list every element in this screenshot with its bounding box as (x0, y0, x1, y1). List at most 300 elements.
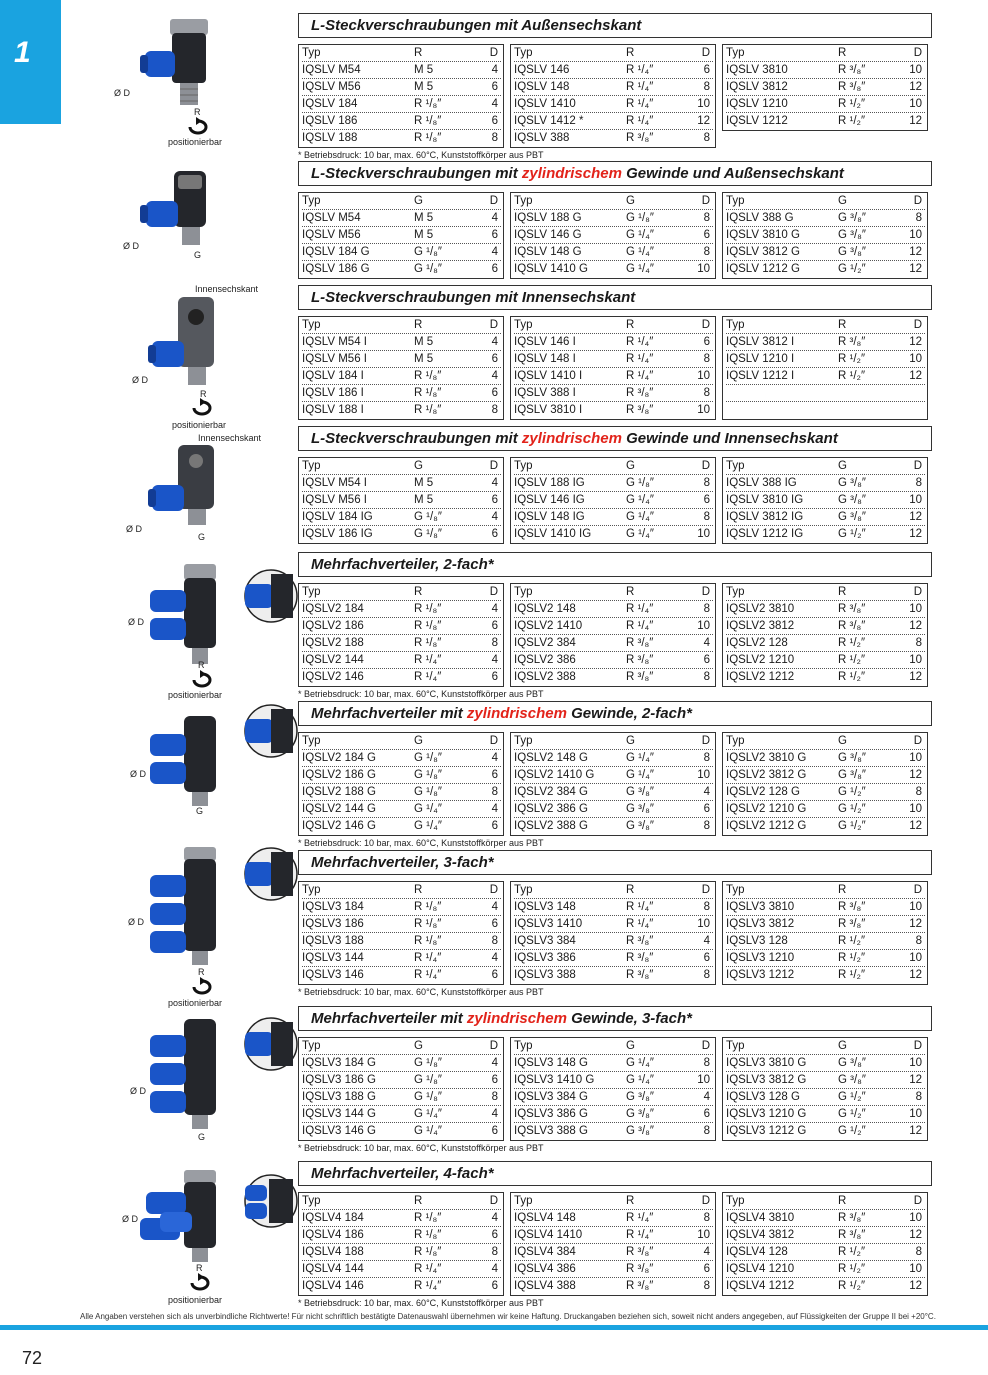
table-cell: 8 (703, 132, 710, 144)
table-cell: 10 (909, 494, 922, 506)
table-cell: 10 (909, 64, 922, 76)
section-note: * Betriebsdruck: 10 bar, max. 60°C, Kunststoffkörper aus PBT (298, 1298, 544, 1308)
table-row (302, 62, 501, 79)
table-cell: 4 (491, 752, 498, 764)
table-cell: 6 (703, 1263, 710, 1275)
table-cell: IQSLV 1410 (514, 98, 576, 110)
table-cell: IQSLV 184 I (302, 370, 364, 382)
table-cell: IQSLV2 146 G (302, 820, 376, 832)
table-cell: IQSLV2 386 (514, 654, 576, 666)
table-cell: G ³/₈″ (626, 1125, 655, 1137)
table-cell: 12 (909, 528, 922, 540)
table-cell: R ¹/₈″ (414, 98, 442, 110)
table-cell: IQSLV4 3810 (726, 1212, 795, 1224)
table-cell: G ¹/₄″ (626, 511, 654, 523)
section-3 (298, 285, 932, 416)
table-cell: 4 (703, 786, 710, 798)
section-note: * Betriebsdruck: 10 bar, max. 60°C, Kunststoffkörper aus PBT (298, 838, 544, 848)
table-cell: 4 (491, 336, 498, 348)
table-cell: IQSLV4 184 (302, 1212, 364, 1224)
table-cell: IQSLV3 1210 G (726, 1108, 807, 1120)
table-cell: G ³/₈″ (626, 820, 655, 832)
table-cell: IQSLV2 1210 G (726, 803, 807, 815)
product-table (722, 1037, 928, 1141)
product-table (722, 457, 928, 544)
table-cell: D (489, 586, 498, 598)
rotate-icon (186, 117, 210, 137)
table-cell: IQSLV2 128 G (726, 786, 800, 798)
table-cell: 10 (909, 952, 922, 964)
table-cell: R ¹/₂″ (838, 654, 866, 666)
detail-circle-image (243, 1173, 299, 1229)
table-cell: 4 (491, 212, 498, 224)
table-cell: 8 (915, 212, 922, 224)
table-cell: IQSLV 1410 IG (514, 528, 592, 540)
table-cell: IQSLV3 386 (514, 952, 576, 964)
title-text: Gewinde, 3-fach* (566, 1010, 692, 1027)
table-row (514, 899, 713, 916)
product-table (722, 732, 928, 836)
table-cell: R ¹/₂″ (838, 353, 866, 365)
table-cell: D (701, 1040, 710, 1052)
table-cell: 8 (491, 786, 498, 798)
table-header (726, 317, 925, 334)
table-cell: 6 (491, 1125, 498, 1137)
table-cell: G ¹/₄″ (414, 1125, 442, 1137)
table-cell: IQSLV2 384 (514, 637, 576, 649)
table-row (302, 801, 501, 818)
table-row (302, 618, 501, 635)
table-row (726, 96, 925, 113)
table-cell: Typ (514, 884, 533, 896)
manifold-3-image (148, 845, 228, 970)
table-cell: G ³/₈″ (626, 1091, 655, 1103)
table-row (302, 1278, 501, 1294)
table-cell: IQSLV3 128 G (726, 1091, 800, 1103)
table-header (514, 458, 713, 475)
table-cell: IQSLV M56 (302, 229, 361, 241)
table-cell: R ³/₈″ (838, 81, 866, 93)
table-cell: IQSLV 1412 * (514, 115, 584, 127)
table-cell: IQSLV3 128 (726, 935, 788, 947)
table-cell: R ¹/₈″ (414, 115, 442, 127)
table-cell: 10 (909, 752, 922, 764)
table-cell: G (838, 735, 847, 747)
table-row (302, 1123, 501, 1139)
table-cell: IQSLV3 186 G (302, 1074, 376, 1086)
title-text: Mehrfachverteiler, 4-fach* (311, 1165, 494, 1182)
table-row (514, 526, 713, 542)
table-cell: IQSLV4 128 (726, 1246, 788, 1258)
title-text: Mehrfachverteiler, 2-fach* (311, 556, 494, 573)
table-cell: D (913, 1195, 922, 1207)
section-note: * Betriebsdruck: 10 bar, max. 60°C, Kunststoffkörper aus PBT (298, 150, 544, 160)
section-title (298, 1161, 932, 1186)
label-positionierbar-9: positionierbar (168, 1295, 223, 1305)
manifold-3-cyl-image (148, 1015, 228, 1135)
table-cell: 8 (703, 246, 710, 258)
detail-circle-image (243, 1016, 299, 1072)
table-cell: 6 (491, 769, 498, 781)
table-cell: R ³/₈″ (626, 671, 654, 683)
table-cell: R ¹/₄″ (414, 671, 442, 683)
table-header (726, 733, 925, 750)
table-cell: R ¹/₈″ (414, 132, 442, 144)
table-cell: G ³/₈″ (838, 212, 867, 224)
table-cell: 12 (909, 1125, 922, 1137)
table-cell: IQSLV 1212 IG (726, 528, 804, 540)
table-row (726, 475, 925, 492)
table-cell: IQSLV 146 IG (514, 494, 585, 506)
table-cell: 6 (491, 1280, 498, 1292)
table-row (302, 79, 501, 96)
product-table (298, 316, 504, 420)
table-cell: 6 (703, 64, 710, 76)
table-cell: R ¹/₂″ (838, 952, 866, 964)
table-cell: IQSLV3 146 (302, 969, 364, 981)
table-cell: IQSLV 146 (514, 64, 570, 76)
table-cell: IQSLV 1212 I (726, 370, 795, 382)
table-cell: R ³/₈″ (626, 1280, 654, 1292)
table-cell: IQSLV 184 G (302, 246, 370, 258)
table-row (726, 62, 925, 79)
table-cell: R ¹/₄″ (626, 370, 654, 382)
product-table (298, 1192, 504, 1296)
table-cell: IQSLV3 1212 (726, 969, 795, 981)
table-cell: G ³/₈″ (626, 1108, 655, 1120)
table-cell: G (626, 1040, 635, 1052)
table-row (514, 669, 713, 685)
table-cell: IQSLV 186 IG (302, 528, 373, 540)
table-cell: IQSLV 148 G (514, 246, 582, 258)
table-header (302, 458, 501, 475)
table-cell: G (414, 735, 423, 747)
label-d-7: Ø D (128, 917, 145, 927)
table-row (514, 652, 713, 669)
table-cell: G ¹/₂″ (838, 803, 866, 815)
table-row (514, 368, 713, 385)
table-cell: R ³/₈″ (626, 935, 654, 947)
table-row (726, 1210, 925, 1227)
table-cell: M 5 (414, 64, 434, 76)
label-innensechskant-4: Innensechskant (198, 433, 262, 443)
table-cell: IQSLV 3812 G (726, 246, 800, 258)
table-cell: IQSLV3 184 (302, 901, 364, 913)
table-row (302, 1261, 501, 1278)
table-cell: R ¹/₈″ (414, 935, 442, 947)
title-highlight: zylindrischem (466, 1010, 567, 1027)
table-cell: IQSLV2 1212 G (726, 820, 807, 832)
table-cell: 10 (697, 263, 710, 275)
table-cell: 8 (703, 353, 710, 365)
table-cell: G ³/₈″ (626, 803, 655, 815)
table-row (514, 210, 713, 227)
table-cell: 4 (491, 803, 498, 815)
table-cell: 8 (491, 132, 498, 144)
table-row (302, 601, 501, 618)
table-cell: R ³/₈″ (626, 969, 654, 981)
label-positionierbar-7: positionierbar (168, 998, 223, 1008)
product-table (722, 316, 928, 420)
table-cell: 6 (491, 115, 498, 127)
table-cell: IQSLV 186 I (302, 387, 364, 399)
table-cell: R ³/₈″ (626, 1263, 654, 1275)
table-cell: IQSLV3 388 (514, 969, 576, 981)
table-row (726, 113, 925, 129)
table-cell: R ¹/₄″ (626, 64, 654, 76)
table-cell: G ³/₈″ (838, 477, 867, 489)
table-cell: 8 (703, 671, 710, 683)
detail-circle-image (243, 703, 299, 759)
table-cell: IQSLV4 188 (302, 1246, 364, 1258)
table-row (302, 385, 501, 402)
table-cell: IQSLV2 128 (726, 637, 788, 649)
table-row (302, 113, 501, 130)
table-cell: G ¹/₈″ (414, 528, 443, 540)
table-cell: D (913, 586, 922, 598)
table-cell (726, 385, 838, 401)
table-cell: R ¹/₄″ (626, 336, 654, 348)
table-row (302, 899, 501, 916)
table-header (726, 1193, 925, 1210)
table-cell: R ³/₈″ (838, 918, 866, 930)
table-cell: Typ (514, 47, 533, 59)
table-row (302, 402, 501, 418)
table-cell: 6 (491, 81, 498, 93)
table-cell: IQSLV 188 I (302, 404, 364, 416)
table-cell: 10 (909, 353, 922, 365)
table-cell: G ¹/₄″ (414, 803, 442, 815)
table-cell: R ¹/₈″ (414, 387, 442, 399)
l-fitting-hex-image (140, 13, 220, 113)
table-row (302, 1244, 501, 1261)
table-cell: D (701, 195, 710, 207)
table-row (514, 130, 713, 146)
table-cell: 4 (703, 1246, 710, 1258)
table-row (726, 750, 925, 767)
table-cell: G (626, 735, 635, 747)
table-cell: 6 (491, 353, 498, 365)
section-title (298, 13, 932, 38)
table-cell: G ¹/₈″ (414, 246, 443, 258)
table-cell: IQSLV 3812 (726, 81, 788, 93)
product-table (298, 192, 504, 279)
title-text: Mehrfachverteiler mit (311, 1010, 467, 1027)
table-cell: R ³/₈″ (626, 654, 654, 666)
table-cell: Typ (726, 47, 745, 59)
section-note: * Betriebsdruck: 10 bar, max. 60°C, Kunststoffkörper aus PBT (298, 689, 544, 699)
table-cell: R ¹/₈″ (414, 603, 442, 615)
table-cell: 4 (491, 603, 498, 615)
table-cell: 6 (491, 820, 498, 832)
label-d-4: Ø D (126, 524, 143, 534)
table-cell: IQSLV 3810 (726, 64, 788, 76)
label-d-5: Ø D (128, 617, 145, 627)
table-cell: IQSLV3 146 G (302, 1125, 376, 1137)
table-row (302, 526, 501, 542)
table-cell: 8 (915, 1091, 922, 1103)
table-cell: R ¹/₂″ (838, 370, 866, 382)
table-row (726, 818, 925, 834)
table-cell: R ³/₈″ (838, 901, 866, 913)
table-row (726, 227, 925, 244)
table-cell: IQSLV 188 (302, 132, 358, 144)
table-cell: 10 (697, 370, 710, 382)
table-cell: IQSLV2 1210 (726, 654, 795, 666)
table-cell: 6 (491, 620, 498, 632)
table-cell: R ¹/₈″ (414, 404, 442, 416)
table-cell: R ³/₈″ (838, 620, 866, 632)
table-cell: D (489, 884, 498, 896)
table-row (514, 113, 713, 130)
table-row (514, 1123, 713, 1139)
table-cell: R ¹/₄″ (414, 654, 442, 666)
table-cell: D (701, 47, 710, 59)
product-table (510, 316, 716, 420)
table-cell: R ¹/₂″ (838, 98, 866, 110)
table-cell: G ¹/₄″ (626, 528, 654, 540)
rotate-icon (190, 398, 214, 418)
disclaimer: Alle Angaben verstehen sich als unverbindliche Richtwerte! Für nicht schriftlich bestätigte Datenauswahl übernehmen wir keine Haftung. Druckangaben beziehen sich, soweit nicht anders angegeben, auf Flüssigkeiten der Gruppe II bei +20°C. (80, 1312, 936, 1321)
table-cell: R ³/₈″ (626, 132, 654, 144)
table-cell: IQSLV M56 I (302, 353, 367, 365)
table-row (302, 933, 501, 950)
table-cell: R (838, 47, 847, 59)
table-cell: 6 (491, 229, 498, 241)
section-title (298, 426, 932, 451)
table-cell: 10 (909, 1263, 922, 1275)
table-cell: IQSLV3 1210 (726, 952, 795, 964)
table-cell: D (489, 735, 498, 747)
table-cell: IQSLV3 148 (514, 901, 576, 913)
table-cell: IQSLV2 1410 G (514, 769, 595, 781)
table-row (726, 950, 925, 967)
table-cell: IQSLV3 3812 G (726, 1074, 807, 1086)
table-header (514, 733, 713, 750)
table-cell: R ¹/₄″ (626, 98, 654, 110)
product-table (510, 732, 716, 836)
table-cell: D (701, 735, 710, 747)
table-cell: IQSLV4 388 (514, 1280, 576, 1292)
table-row (514, 1055, 713, 1072)
table-cell: R ¹/₂″ (838, 637, 866, 649)
table-cell: 6 (491, 528, 498, 540)
table-cell: IQSLV 1212 (726, 115, 788, 127)
table-cell: R ¹/₈″ (414, 1212, 442, 1224)
table-cell: Typ (726, 884, 745, 896)
table-cell: 12 (909, 1229, 922, 1241)
table-cell: 6 (491, 387, 498, 399)
table-cell: G ¹/₈″ (414, 786, 443, 798)
table-cell: 12 (909, 769, 922, 781)
table-cell: D (913, 884, 922, 896)
section-title (298, 1006, 932, 1031)
table-cell: Typ (302, 1040, 321, 1052)
table-cell: 8 (703, 1057, 710, 1069)
table-cell: R ¹/₂″ (838, 1263, 866, 1275)
table-row (726, 801, 925, 818)
table-cell: 6 (703, 336, 710, 348)
table-cell: G (626, 460, 635, 472)
table-cell: D (701, 884, 710, 896)
l-fitting-hex-cyl-image (140, 165, 220, 260)
section-note: * Betriebsdruck: 10 bar, max. 60°C, Kunststoffkörper aus PBT (298, 1143, 544, 1153)
section-note: * Betriebsdruck: 10 bar, max. 60°C, Kunststoffkörper aus PBT (298, 987, 544, 997)
table-cell: G (626, 195, 635, 207)
table-cell: R ¹/₄″ (626, 353, 654, 365)
product-table (510, 192, 716, 279)
footer-bar (0, 1325, 988, 1330)
table-row (302, 210, 501, 227)
table-cell: IQSLV4 1410 (514, 1229, 583, 1241)
table-cell: IQSLV3 384 (514, 935, 576, 947)
table-cell: Typ (726, 586, 745, 598)
table-cell: Typ (514, 319, 533, 331)
table-cell: R ¹/₄″ (414, 969, 442, 981)
table-cell: IQSLV 3812 I (726, 336, 795, 348)
table-cell: 8 (703, 477, 710, 489)
table-cell: IQSLV4 386 (514, 1263, 576, 1275)
table-cell: R ¹/₂″ (838, 1246, 866, 1258)
table-cell: R ¹/₈″ (414, 620, 442, 632)
table-row (302, 334, 501, 351)
table-cell: G ³/₈″ (626, 786, 655, 798)
section-2 (298, 161, 932, 275)
table-row (302, 669, 501, 685)
title-text: Gewinde und Innensechskant (621, 430, 838, 447)
label-innensechskant-3: Innensechskant (195, 284, 259, 294)
table-cell: 6 (703, 952, 710, 964)
table-cell: 8 (703, 603, 710, 615)
table-cell: R ¹/₂″ (838, 935, 866, 947)
chapter-tab (0, 0, 61, 124)
table-cell: 4 (491, 511, 498, 523)
table-cell: 8 (703, 1280, 710, 1292)
table-cell: IQSLV2 3810 G (726, 752, 807, 764)
title-highlight: zylindrischem (521, 430, 622, 447)
table-cell: G ¹/₈″ (626, 212, 655, 224)
table-row (726, 1089, 925, 1106)
table-cell: R (838, 586, 847, 598)
table-row (514, 916, 713, 933)
table-row (726, 1072, 925, 1089)
table-row (514, 62, 713, 79)
page-number: 72 (22, 1348, 43, 1368)
table-row (514, 334, 713, 351)
table-cell: R (414, 47, 423, 59)
rotate-icon (190, 977, 214, 997)
table-cell: IQSLV 3810 I (514, 404, 583, 416)
table-header (302, 45, 501, 62)
table-row (514, 1072, 713, 1089)
table-cell: G ¹/₈″ (414, 1057, 443, 1069)
table-cell: 10 (697, 98, 710, 110)
table-cell: IQSLV M54 (302, 64, 361, 76)
table-cell: IQSLV 186 G (302, 263, 370, 275)
title-text: Mehrfachverteiler mit (311, 705, 467, 722)
table-cell: 10 (909, 603, 922, 615)
table-row (302, 750, 501, 767)
table-cell: IQSLV 3810 G (726, 229, 800, 241)
table-cell: Typ (302, 319, 321, 331)
table-cell: R ¹/₄″ (626, 115, 654, 127)
table-cell: IQSLV3 186 (302, 918, 364, 930)
table-cell: IQSLV2 146 (302, 671, 364, 683)
table-cell: D (913, 1040, 922, 1052)
table-cell: 10 (697, 528, 710, 540)
table-cell: R (414, 319, 423, 331)
table-cell: IQSLV3 1212 G (726, 1125, 807, 1137)
